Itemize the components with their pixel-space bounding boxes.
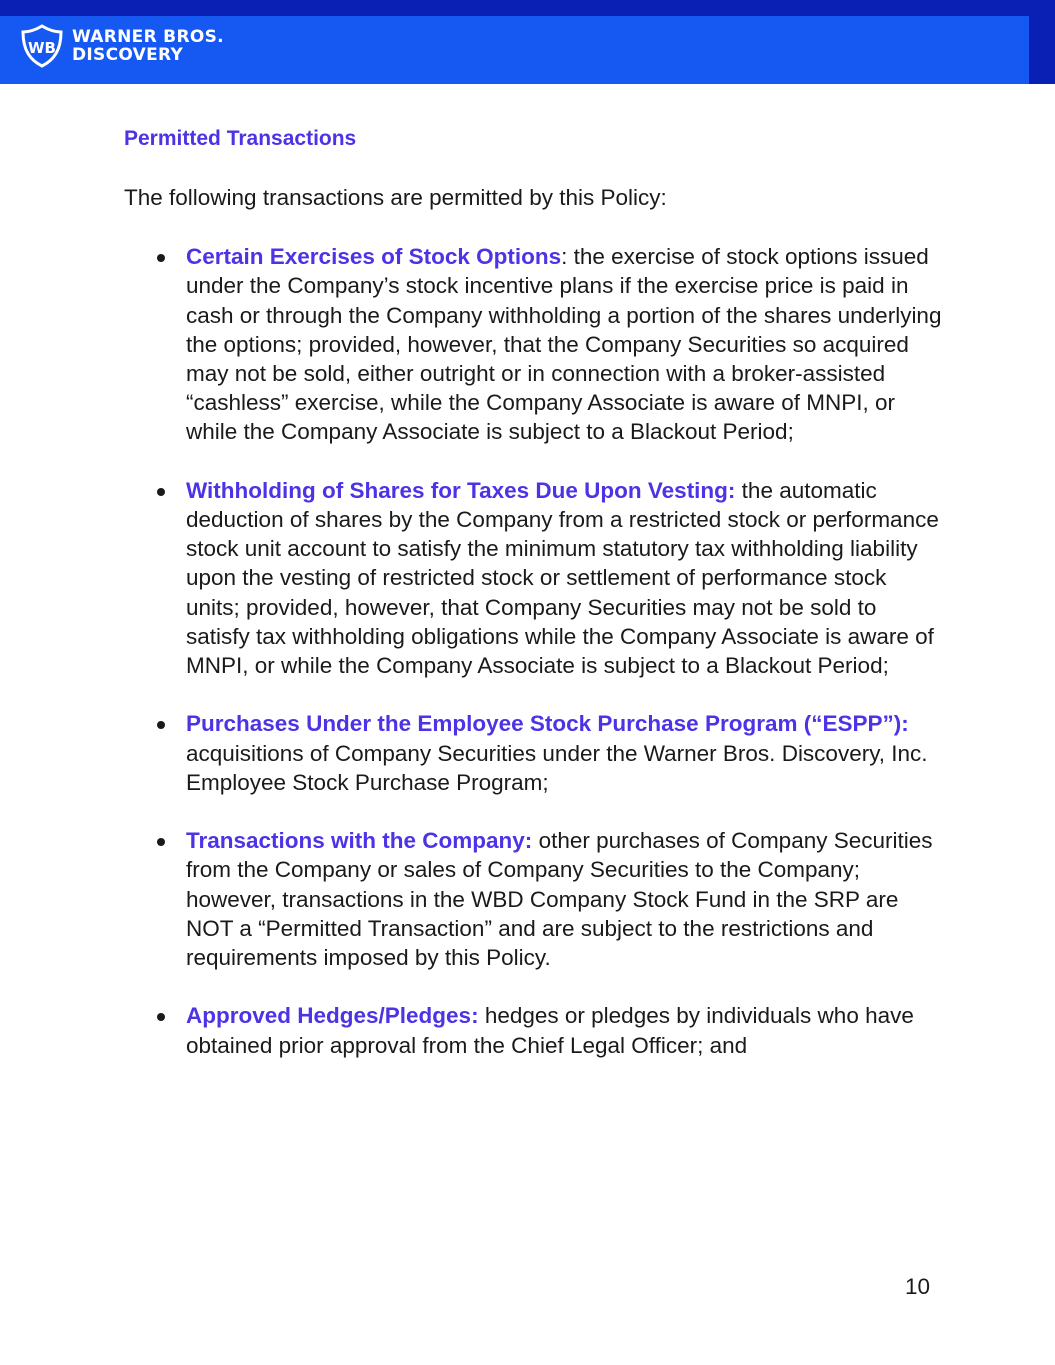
header-top-band [0, 0, 1055, 16]
wb-shield-icon [20, 24, 64, 68]
item-term: Certain Exercises of Stock Options [186, 244, 562, 270]
item-body: : the exercise of stock options issued under the Company’s stock incentive plans if the exercise price is paid in cash or through the Company withholding a portion of the shares underlying the options; provided, however, that the Company Securities so acquired may not be sold, either outright or in connection with a broker-assisted “cashless” exercise, while the Company Associate is aware of MNPI, or while the Company Associate is subject to a Blackout Period; [186, 244, 942, 445]
item-term: Transactions with the Company: [186, 828, 533, 854]
logo-wordmark [72, 28, 224, 64]
page-header [0, 0, 1055, 84]
list-item [124, 1001, 944, 1059]
item-body: the automatic deduction of shares by the Company from a restricted stock or performance stock unit account to satisfy the minimum statutory tax withholding liability upon the vesting of restricted stock or settlement of performance stock units; provided, however, that Company Securities may not be sold to satisfy tax withholding obligations while the Company Associate is aware of MNPI, or while the Company Associate is subject to a Blackout Period; [186, 477, 939, 679]
list-item [124, 826, 944, 972]
list-item [124, 242, 944, 446]
item-term: Purchases Under the Employee Stock Purchase Program (“ESPP”): [186, 711, 909, 737]
item-body: other purchases of Company Securities from the Company or sales of Company Securities to the Company; however, transactions in the WBD Company Stock Fund in the SRP are NOT a “Permitted Transaction” and are subject to the restrictions and requirements imposed by this Policy. [186, 828, 933, 971]
item-term: Withholding of Shares for Taxes Due Upon Vesting: [186, 477, 736, 503]
bullet-icon [157, 838, 165, 846]
wbd-logo [20, 24, 224, 68]
item-term: Approved Hedges/Pledges: [186, 1003, 479, 1029]
logo-monogram: WB [28, 39, 56, 57]
item-body: hedges or pledges by individuals who have obtained prior approval from the Chief Legal Officer; and [186, 1003, 914, 1058]
document-body [124, 124, 944, 1089]
bullet-icon [157, 721, 165, 729]
permitted-transactions-list [124, 242, 944, 1060]
section-title: Permitted Transactions [124, 127, 357, 150]
item-body: acquisitions of Company Securities under the Warner Bros. Discovery, Inc. Employee Stock Purchase Program; [186, 740, 928, 795]
logo-line-2: DISCOVERY [72, 45, 184, 65]
list-item [124, 476, 944, 680]
bullet-icon [157, 1013, 165, 1021]
bullet-icon [157, 488, 165, 496]
list-item [124, 709, 944, 797]
logo-line-1: WARNER BROS. [72, 27, 224, 47]
page-number: 10 [904, 1274, 930, 1299]
section-intro: The following transactions are permitted by this Policy: [124, 185, 667, 210]
bullet-icon [157, 254, 165, 262]
